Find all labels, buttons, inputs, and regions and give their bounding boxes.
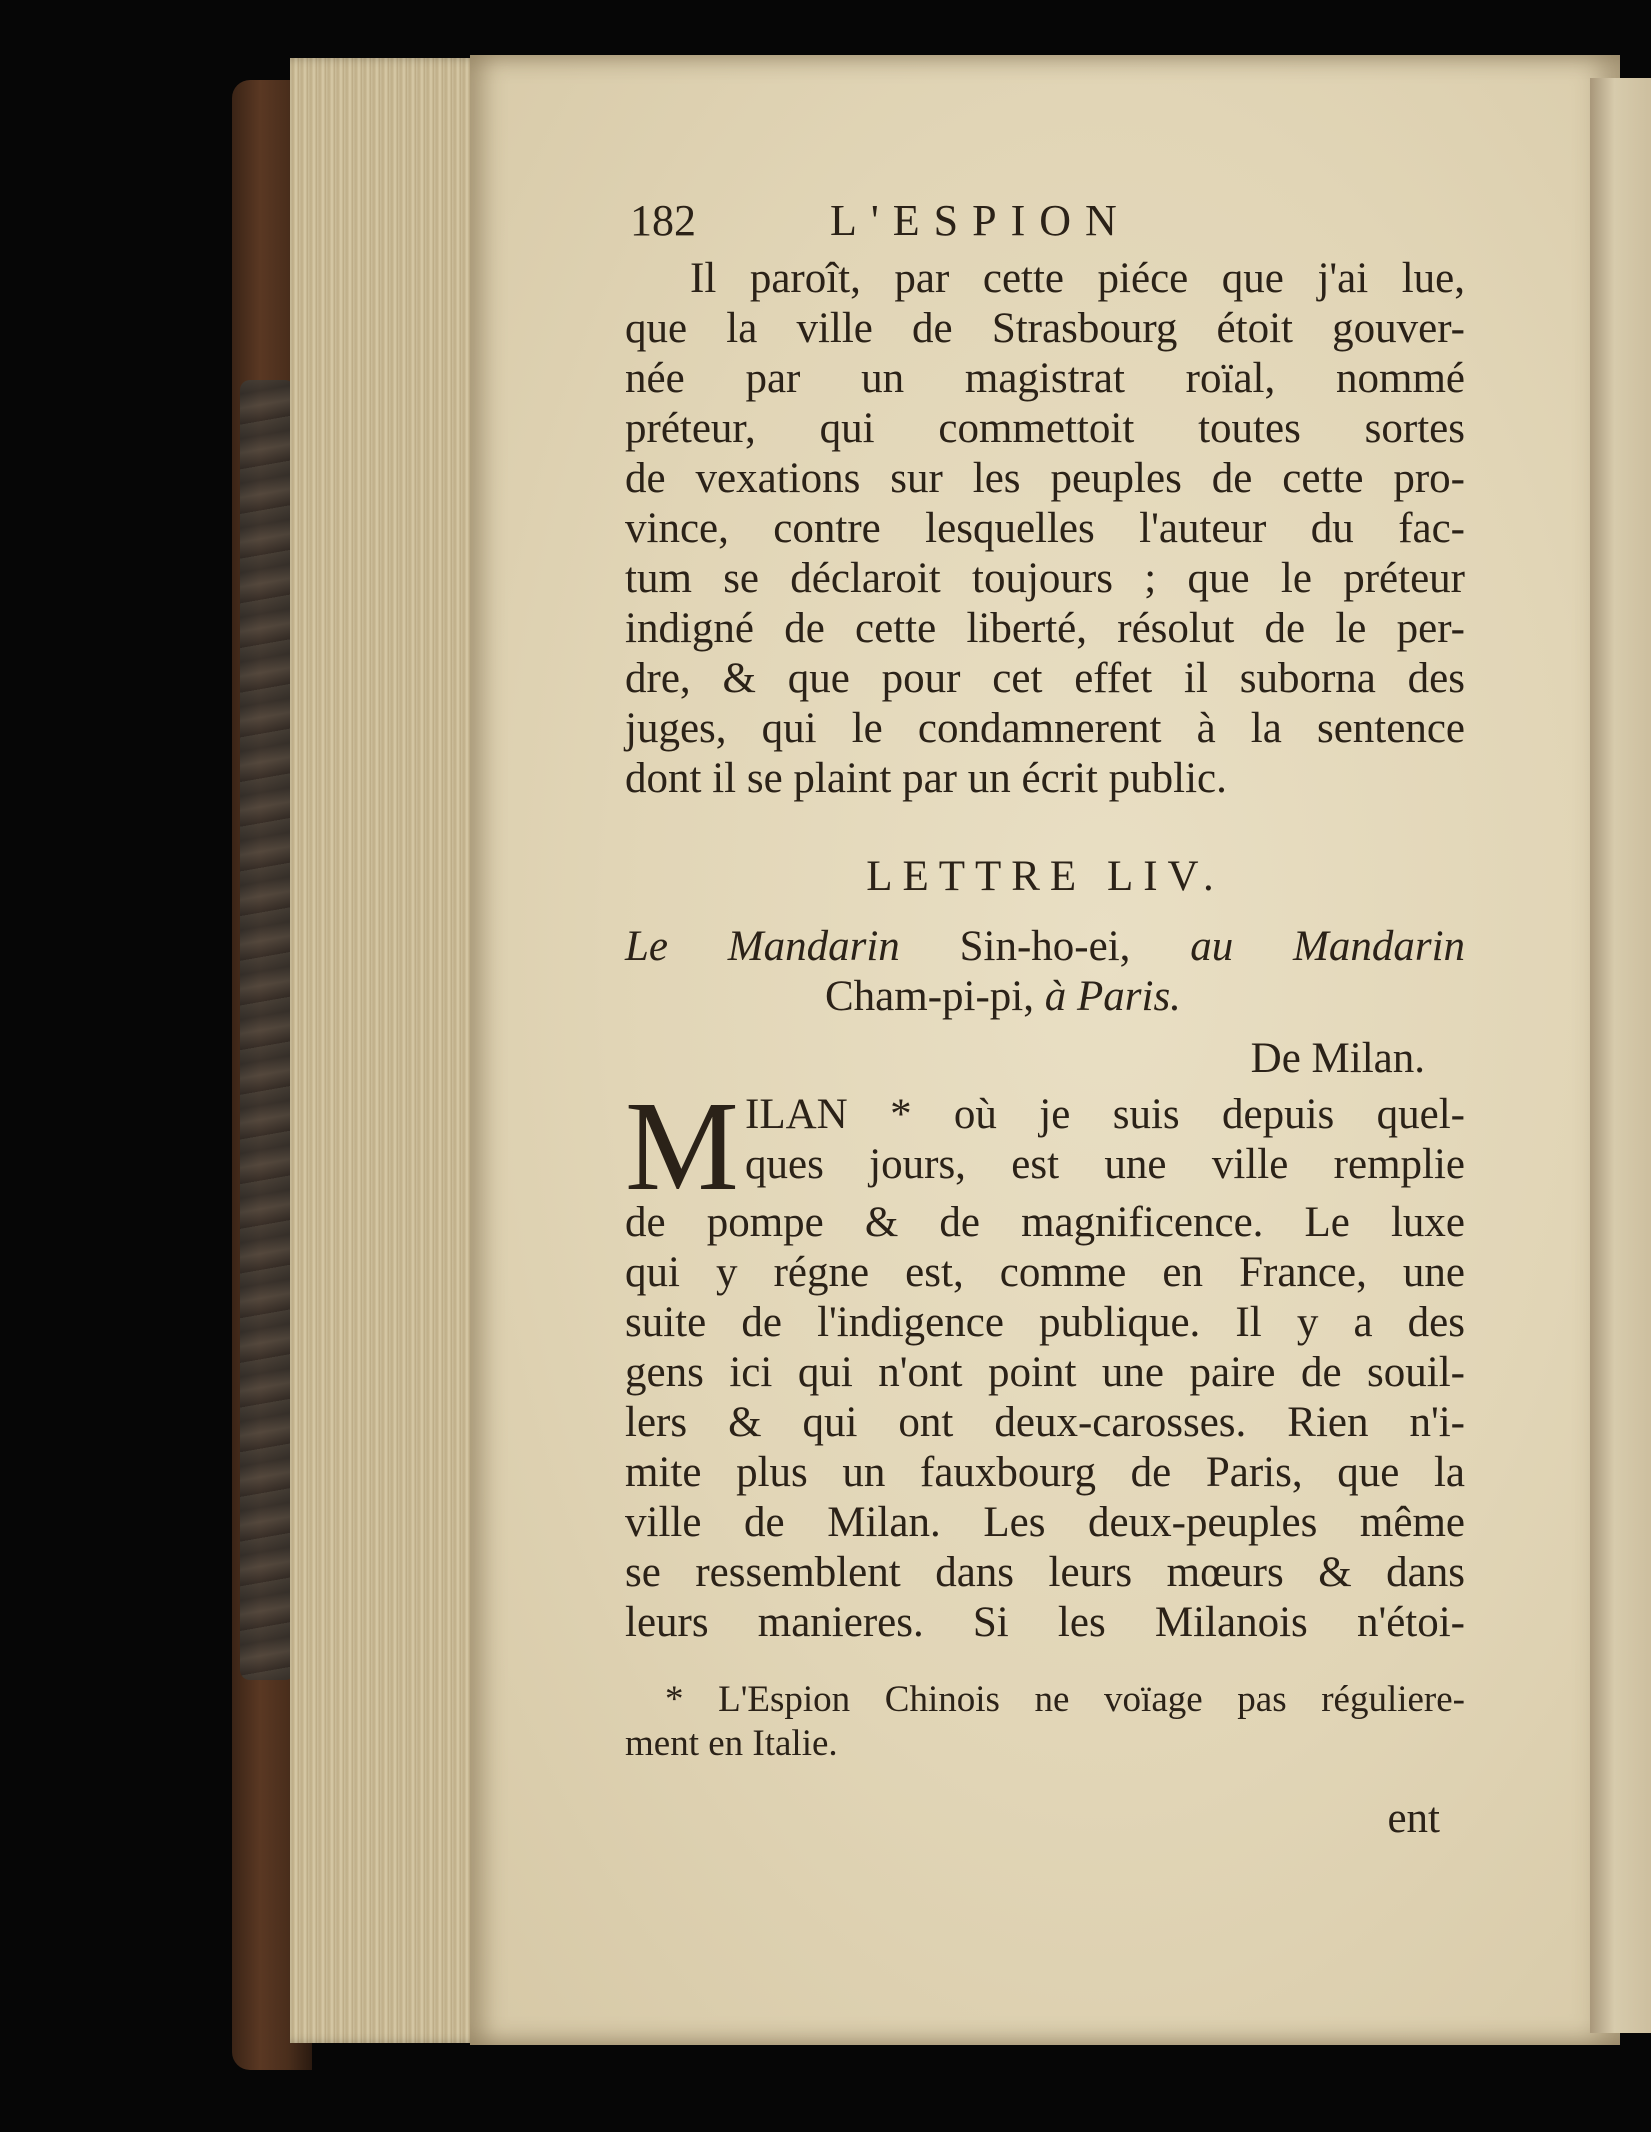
text-line: indigné de cette liberté, résolut de le per- bbox=[625, 605, 1465, 652]
text-line: gens ici qui n'ont point une paire de souil- bbox=[625, 1349, 1465, 1396]
text-line: Il paroît, par cette piéce que j'ai lue, bbox=[690, 255, 1465, 302]
from-name: Sin-ho-ei, bbox=[959, 923, 1131, 970]
text-line: vince, contre lesquelles l'auteur du fac- bbox=[625, 505, 1465, 552]
text-line: que la ville de Strasbourg étoit gouver- bbox=[625, 305, 1465, 352]
marbled-board bbox=[240, 380, 295, 1680]
text-line: lers & qui ont deux-carosses. Rien n'i- bbox=[625, 1399, 1465, 1446]
footnote-line: ment en Italie. bbox=[625, 1723, 838, 1764]
facing-page-edge bbox=[1590, 78, 1651, 2033]
footnote bbox=[625, 1678, 1465, 1766]
to-name: Cham-pi-pi, bbox=[825, 973, 1034, 1020]
text-line: de pompe & de magnificence. Le luxe bbox=[625, 1199, 1465, 1246]
text-line: ques jours, est une ville remplie bbox=[745, 1141, 1465, 1188]
salutation-line-1 bbox=[625, 922, 1465, 972]
text-line: dre, & que pour cet effet il suborna des bbox=[625, 655, 1465, 702]
text-line: ville de Milan. Les deux-peuples même bbox=[625, 1499, 1465, 1546]
page-text bbox=[625, 190, 1465, 1844]
to-place: à Paris. bbox=[1044, 973, 1181, 1020]
page-edges bbox=[290, 58, 490, 2043]
text-line: née par un magistrat roïal, nommé bbox=[625, 355, 1465, 402]
to-label: au Mandarin bbox=[1190, 923, 1466, 970]
from-label: Le Mandarin bbox=[625, 923, 900, 970]
dateline: De Milan. bbox=[1250, 1035, 1425, 1082]
text-line: juges, qui le condamnerent à la sentence bbox=[625, 705, 1465, 752]
page-number: 182 bbox=[630, 196, 696, 245]
text-line: tum se déclaroit toujours ; que le préteur bbox=[625, 555, 1465, 602]
footnote-line: * L'Espion Chinois ne voïage pas réguliere- bbox=[665, 1679, 1465, 1720]
text-line: qui y régne est, comme en France, une bbox=[625, 1249, 1465, 1296]
text-line: leurs manieres. Si les Milanois n'étoi- bbox=[625, 1599, 1465, 1646]
text-line: ILAN * où je suis depuis quel- bbox=[745, 1091, 1465, 1138]
drop-cap: M bbox=[625, 1075, 739, 1217]
text-line: de vexations sur les peuples de cette pro- bbox=[625, 455, 1465, 502]
book-title: L'ESPION bbox=[830, 196, 1131, 245]
text-line: mite plus un fauxbourg de Paris, que la bbox=[625, 1449, 1465, 1496]
letter-body bbox=[625, 1075, 1465, 1648]
letter-heading: LETTRE LIV. bbox=[866, 853, 1224, 900]
salutation-line-2 bbox=[625, 972, 1465, 1022]
running-head bbox=[625, 190, 1465, 254]
text-line: se ressemblent dans leurs mœurs & dans bbox=[625, 1549, 1465, 1596]
text-line: dont il se plaint par un écrit public. bbox=[625, 755, 1227, 802]
text-line: préteur, qui commettoit toutes sortes bbox=[625, 405, 1465, 452]
paragraph-1 bbox=[625, 254, 1465, 804]
text-line: suite de l'indigence publique. Il y a des bbox=[625, 1299, 1465, 1346]
catchword: ent bbox=[1387, 1795, 1440, 1842]
salutation bbox=[625, 922, 1465, 1022]
